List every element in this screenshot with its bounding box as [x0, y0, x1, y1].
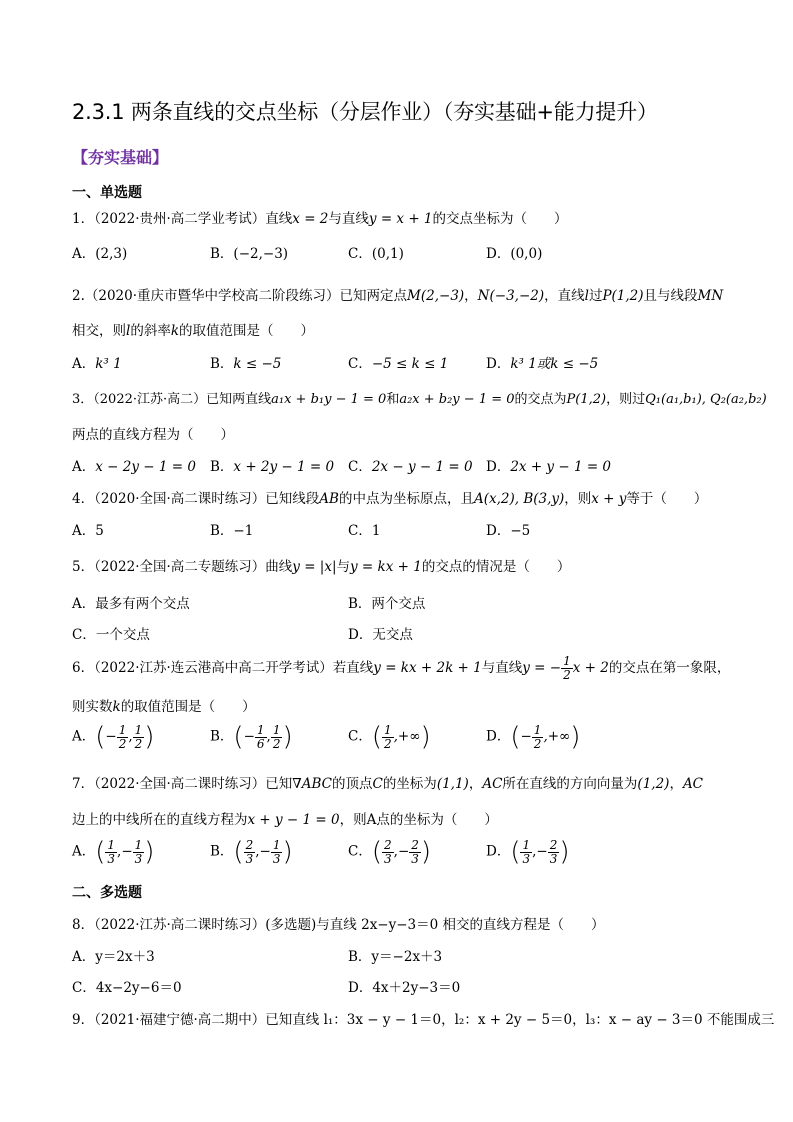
q3-option-b: B．x + 2y − 1 = 0: [210, 459, 335, 475]
q4-option-d: D．−5: [486, 523, 531, 539]
question-9: 9．（2021·福建宁德·高二期中）已知直线 l₁：3x − y − 1＝0，l₂：x + 2y − 5＝0，l₃：x − ay − 3＝0 不能围成三: [72, 1012, 775, 1028]
question-2: 2.（2020·重庆市暨华中学校高二阶段练习）已知两定点M(2,−3)，N(−3,−2)，直线l过P(1,2)且与线段MN: [72, 288, 724, 304]
q4-option-a: A．5: [72, 523, 104, 539]
question-2-line-2: 相交，则l的斜率k的取值范围是（ ）: [72, 323, 315, 339]
q4-option-b: B．−1: [210, 523, 254, 539]
question-3-line-2: 两点的直线方程为（ ）: [72, 427, 234, 443]
section-heading-multi: 二、多选题: [72, 885, 142, 901]
q3-option-d: D．2x + y − 1 = 0: [486, 459, 612, 475]
q7-option-b: B．( $\frac{2}{3}$ ,− $\frac{1}{3}$ ): [210, 837, 293, 867]
q5-option-c: C．一个交点: [72, 627, 150, 643]
section-tag: 【夯实基础】: [72, 148, 169, 167]
q2-option-c: C．−5 ≤ k ≤ 1: [348, 356, 449, 372]
q6-option-d: D．(− $\frac{1}{2}$ ,+∞): [486, 722, 581, 752]
q6-option-b: B．(− $\frac{1}{6}$ , $\frac{1}{2}$ ): [210, 722, 293, 752]
q7-option-d: D．( $\frac{1}{3}$ ,− $\frac{2}{3}$ ): [486, 837, 570, 867]
q1-option-a: A．(2,3): [72, 246, 128, 262]
question-6-line-2: 则实数k的取值范围是（ ）: [72, 699, 256, 715]
q2-option-b: B．k ≤ −5: [210, 356, 282, 372]
q6-option-c: C．( $\frac{1}{2}$ ,+∞): [348, 722, 431, 752]
question-7: 7．（2022·全国·高二课时练习）已知∇ABC的顶点C的坐标为(1,1)，AC所在直线的方向向量为(1,2)，AC: [72, 776, 704, 792]
q4-option-c: C．1: [348, 523, 381, 539]
question-4: 4．（2020·全国·高二课时练习）已知线段AB的中点为坐标原点，且A(x,2), B(3,y)，则x + y等于（ ）: [72, 491, 708, 507]
page-title: 2.3.1 两条直线的交点坐标（分层作业）（夯实基础+能力提升）: [72, 100, 658, 124]
q3-option-a: A．x − 2y − 1 = 0: [72, 459, 196, 475]
q2-option-d: D．k³ 1或k ≤ −5: [486, 356, 599, 372]
q8-option-a: A．y＝2x＋3: [72, 949, 155, 965]
q7-option-c: C．( $\frac{2}{3}$ ,− $\frac{2}{3}$ ): [348, 837, 432, 867]
question-6: 6．（2022·江苏·连云港高中高二开学考试）若直线y = kx + 2k + 1与直线y = − $\frac{1}{2}$ x + 2的交点在第一象限，: [72, 654, 731, 682]
question-3: 3．（2022·江苏·高二）已知两直线a₁x + b₁y − 1 = 0和a₂x + b₂y − 1 = 0的交点为P(1,2)，则过Q₁(a₁,b₁), Q₂(a₂,b₂): [72, 392, 767, 407]
fraction: $\frac{1}{2}$: [563, 654, 571, 682]
question-8: 8．（2022·江苏·高二课时练习）(多选题)与直线 2x−y−3＝0 相交的直线方程是（ ）: [72, 917, 605, 933]
q8-option-b: B．y＝−2x＋3: [348, 949, 443, 965]
q6-option-a: A．(− $\frac{1}{2}$ , $\frac{1}{2}$ ): [72, 722, 155, 752]
question-1: 1．（2022·贵州·高二学业考试）直线x = 2与直线y = x + 1的交点坐标为（ ）: [72, 211, 568, 227]
q7-option-a: A．( $\frac{1}{3}$ ,− $\frac{1}{3}$ ): [72, 837, 155, 867]
question-7-line-2: 边上的中线所在的直线方程为x + y − 1 = 0，则A点的坐标为（ ）: [72, 812, 498, 828]
q5-option-b: B．两个交点: [348, 596, 426, 612]
q5-option-d: D．无交点: [348, 627, 413, 643]
q8-option-d: D．4x＋2y−3＝0: [348, 980, 461, 996]
section-heading-single: 一、单选题: [72, 185, 142, 201]
q1-option-b: B．(−2,−3): [210, 246, 289, 262]
q2-option-a: A．k³ 1: [72, 356, 122, 372]
q3-option-c: C．2x − y − 1 = 0: [348, 459, 473, 475]
q5-option-a: A．最多有两个交点: [72, 596, 190, 612]
q1-option-c: C．(0,1): [348, 246, 404, 262]
q1-option-d: D．(0,0): [486, 246, 543, 262]
q8-option-c: C．4x−2y−6＝0: [72, 980, 182, 996]
question-5: 5．（2022·全国·高二专题练习）曲线y = |x|与y = kx + 1的交点的情况是（ ）: [72, 559, 571, 575]
